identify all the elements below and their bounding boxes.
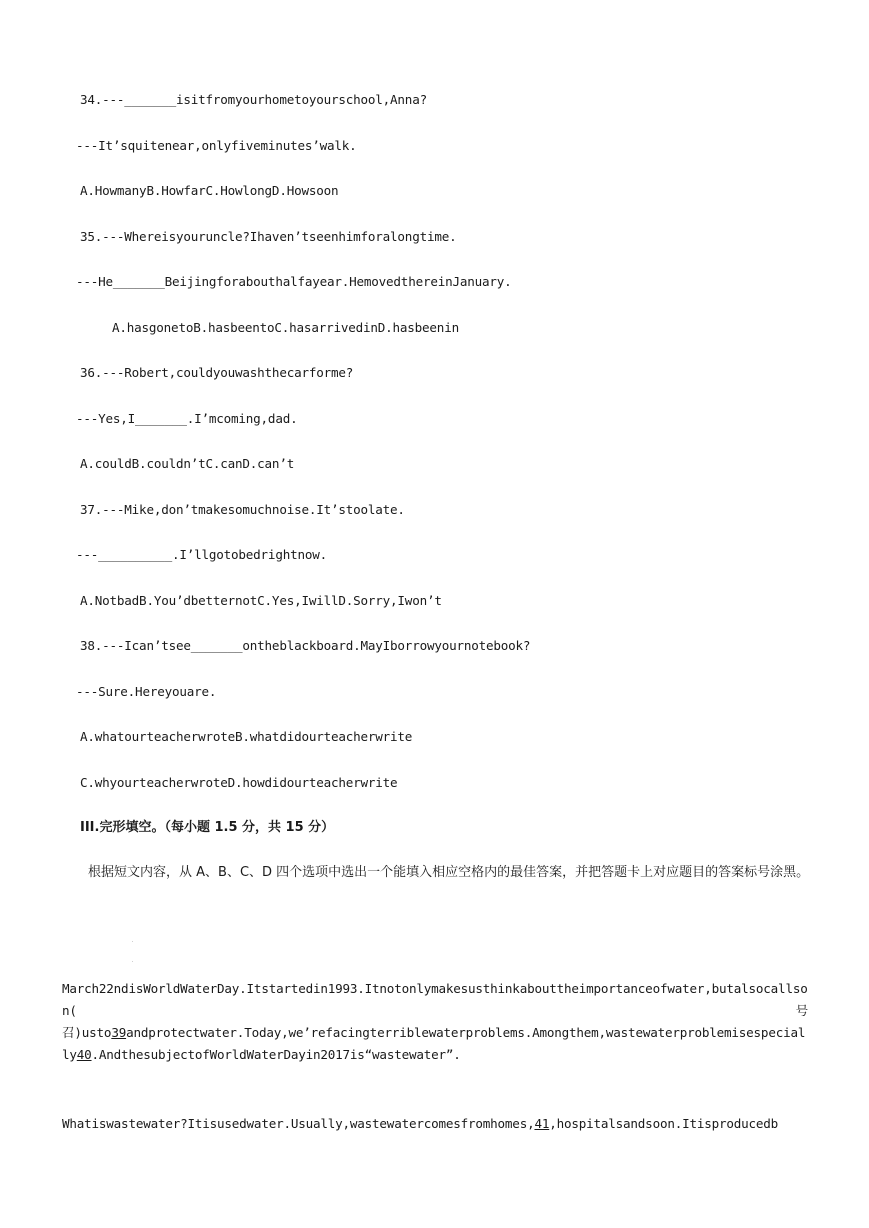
- blank-39: 39: [111, 1025, 127, 1040]
- passage-text: Whatiswastewater?Itisusedwater.Usually,wastewatercomesfromhomes,: [62, 1116, 535, 1131]
- q38-options: A.whatourteacherwroteB.whatdidourteacherwrite: [80, 729, 413, 744]
- q34-reply: ---It’squitenear,onlyfiveminutes’walk.: [76, 138, 357, 153]
- q38-stem: 38.---Ican’tsee_______ontheblackboard.MayIborrowyournotebook?: [80, 638, 531, 653]
- scan-dot: [132, 941, 133, 942]
- section-instruction-text: 根据短文内容，从 A、B、C、D 四个选项中选出一个能填入相应空格内的最佳答案，并把答题卡上对应题目的答案标号涂黑。: [88, 865, 810, 880]
- passage-text: ,hospitalsandsoon.Itisproducedb: [549, 1116, 779, 1131]
- passage-text: andprotectwater.Today,we’refacingterriblewaterproblems.Amongthem,wastewaterproblemisespecially: [62, 1025, 806, 1062]
- passage-text: 号: [795, 1003, 808, 1018]
- passage-text: .AndthesubjectofWorldWaterDayin2017is“wastewater”.: [91, 1047, 461, 1062]
- q34-options: A.HowmanyB.HowfarC.HowlongD.Howsoon: [80, 183, 339, 198]
- passage-text: 召)usto: [62, 1025, 112, 1040]
- passage-paragraph-2: [62, 1115, 778, 1133]
- q38-options-2: C.whyourteacherwroteD.howdidourteacherwrite: [80, 775, 398, 790]
- q36-stem: 36.---Robert,couldyouwashthecarforme?: [80, 365, 354, 380]
- blank-40: 40: [76, 1047, 92, 1062]
- scan-dot: [132, 961, 133, 962]
- q36-options: A.couldB.couldn’tC.canD.can’t: [80, 456, 295, 471]
- q36-reply: ---Yes,I_______.I’mcoming,dad.: [76, 411, 298, 426]
- section-heading: III.完形填空。（每小题 1.5 分，共 15 分）: [80, 820, 335, 835]
- q35-options: A.hasgonetoB.hasbeentoC.hasarrivedinD.hasbeenin: [112, 320, 459, 335]
- q35-stem: 35.---Whereisyouruncle?Ihaven’tseenhimforalongtime.: [80, 229, 457, 244]
- q37-stem: 37.---Mike,don’tmakesomuchnoise.It’stoolate.: [80, 502, 405, 517]
- section-instruction: [62, 862, 810, 884]
- blank-41: 41: [534, 1116, 550, 1131]
- q38-reply: ---Sure.Hereyouare.: [76, 684, 217, 699]
- q35-reply: ---He_______Beijingforabouthalfayear.HemovedthereinJanuary.: [76, 274, 512, 289]
- passage-text: March22ndisWorldWaterDay.Itstartedin1993.Itnotonlymakesusthinkabouttheimportanceofwater,butalsocallson(: [62, 981, 808, 1018]
- q37-options: A.NotbadB.You’dbetternotC.Yes,IwillD.Sorry,Iwon’t: [80, 593, 442, 608]
- q34-stem: 34.---_______isitfromyourhometoyourschool,Anna?: [80, 92, 427, 107]
- passage-paragraph-1: [62, 978, 808, 1066]
- q37-reply: ---__________.I’llgotobedrightnow.: [76, 547, 327, 562]
